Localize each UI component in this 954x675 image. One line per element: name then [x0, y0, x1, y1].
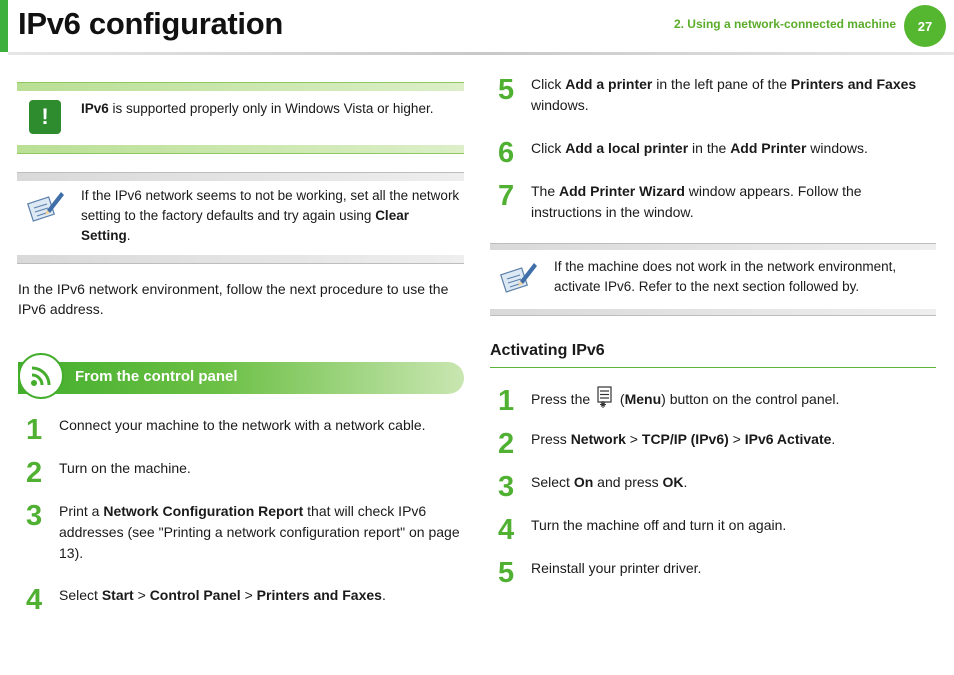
- page-title: IPv6 configuration: [18, 6, 284, 41]
- step-number: 1: [26, 414, 43, 446]
- note-bar-top: [17, 82, 464, 91]
- page-number-badge: 27: [904, 5, 946, 47]
- step-text: Connect your machine to the network with a network cable.: [59, 417, 426, 433]
- step-text: Select On and press OK.: [531, 474, 688, 490]
- network-note-text: If the machine does not work in the network environment, activate IPv6. Refer to the next section followed by.: [554, 259, 897, 294]
- step-text: Select Start > Control Panel > Printers and Faxes.: [59, 587, 386, 603]
- step-number: 5: [498, 557, 515, 589]
- step-number: 5: [498, 74, 515, 106]
- tip-note-text: If the IPv6 network seems to not be working, set all the network setting to the factory defaults and try again using Clear Setting.: [81, 188, 460, 243]
- note-bar-top: [17, 172, 464, 181]
- note-bar-bottom: [490, 309, 936, 316]
- network-signal-icon: [18, 353, 64, 399]
- title-accent-bar: [0, 0, 8, 52]
- step-number: 2: [498, 428, 515, 460]
- chapter-label: 2. Using a network-connected machine: [673, 17, 896, 31]
- step-text: Turn the machine off and turn it on again.: [531, 517, 787, 533]
- step-text: Click Add a local printer in the Add Printer windows.: [531, 140, 868, 156]
- step-text: Press the (Menu) button on the control panel.: [531, 386, 936, 410]
- note-bar-top: [490, 243, 936, 250]
- warning-note-text: IPv6 is supported properly only in Windows Vista or higher.: [81, 101, 434, 116]
- step-text: Press Network > TCP/IP (IPv6) > IPv6 Activate.: [531, 431, 836, 447]
- section-title: From the control panel: [75, 368, 238, 385]
- intro-paragraph: In the IPv6 network environment, follow the next procedure to use the IPv6 address.: [18, 281, 449, 317]
- step-text: Click Add a printer in the left pane of the Printers and Faxes windows.: [531, 76, 917, 113]
- memo-pencil-icon: [498, 257, 538, 297]
- activating-heading: Activating IPv6: [490, 342, 605, 359]
- menu-button-icon: [594, 386, 616, 410]
- step-number: 3: [498, 471, 515, 503]
- section-header-band: [18, 362, 464, 394]
- step-text: The Add Printer Wizard window appears. Follow the instructions in the window.: [531, 183, 862, 220]
- step-text: Print a Network Configuration Report that will check IPv6 addresses (see "Printing a network configuration report" on page 13).: [59, 503, 460, 561]
- warning-note: [17, 82, 464, 154]
- tip-note: [17, 172, 464, 264]
- step-number: 7: [498, 180, 515, 212]
- header-divider: [8, 52, 954, 55]
- heading-divider: [490, 367, 936, 368]
- step-number: 6: [498, 137, 515, 169]
- note-bar-bottom: [17, 255, 464, 264]
- step-text: Reinstall your printer driver.: [531, 560, 702, 576]
- network-note: [490, 243, 936, 316]
- step-number: 1: [498, 385, 515, 417]
- memo-pencil-icon: [25, 186, 65, 226]
- step-number: 4: [498, 514, 515, 546]
- step-text: Turn on the machine.: [59, 460, 191, 476]
- step-number: 3: [26, 500, 43, 532]
- step-number: 4: [26, 584, 43, 616]
- exclamation-icon: !: [29, 100, 61, 134]
- step-number: 2: [26, 457, 43, 489]
- note-bar-bottom: [17, 145, 464, 154]
